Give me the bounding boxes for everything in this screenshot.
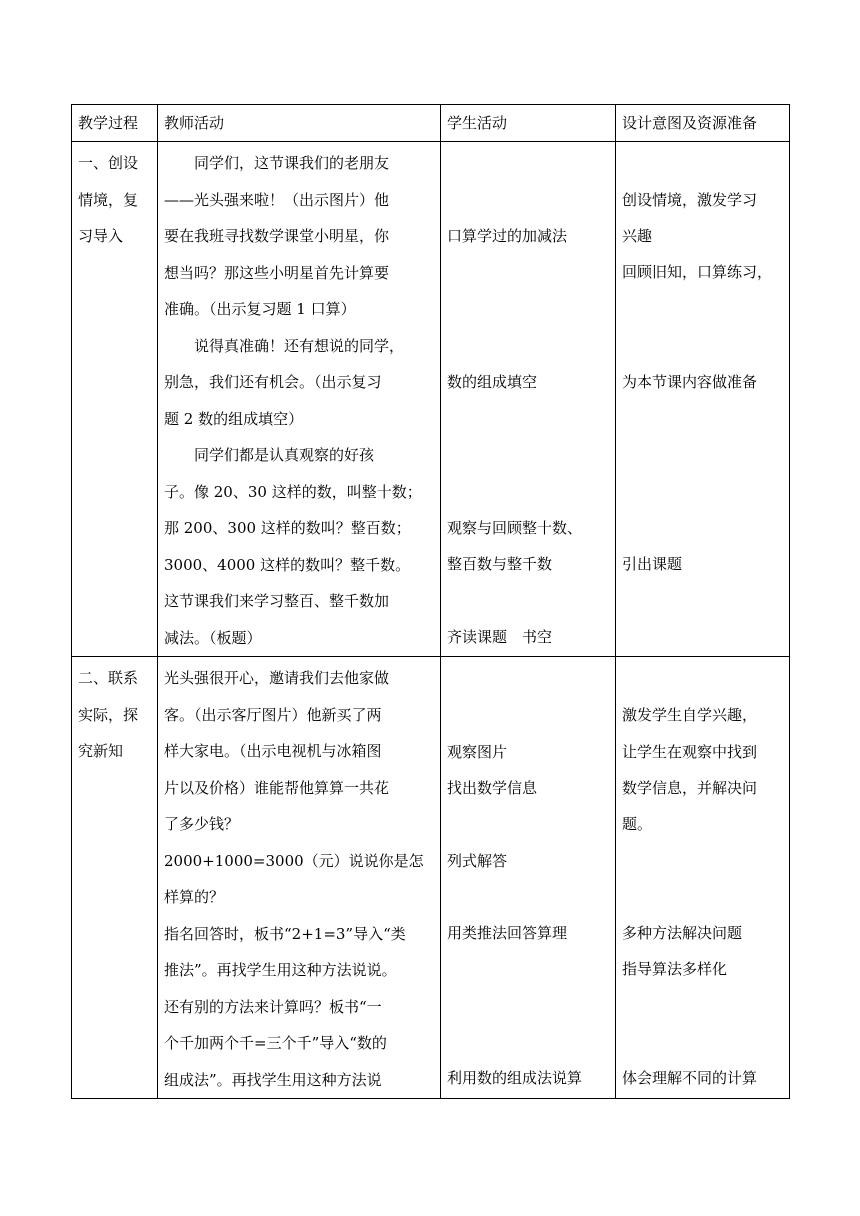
lesson-plan-page: [71, 104, 785, 1099]
teacher-line: 样大家电。（出示电视机与冰箱图: [164, 742, 382, 760]
student-line: 观察与回顾整十数、: [447, 519, 583, 537]
table-row-section1: [72, 142, 790, 657]
intent-line: 指导算法多样化: [622, 960, 728, 978]
teacher-line: 指名回答时，板书“2+1=3”导入“类: [164, 924, 406, 943]
teacher-line: 样算的？: [164, 888, 225, 906]
teacher-line: 这节课我们来学习整百、整千数加: [164, 592, 390, 610]
teacher-line: 组成法”。再找学生用这种方法说: [164, 1070, 382, 1089]
stage-cell: [72, 142, 158, 657]
header-cell: [72, 105, 158, 142]
teacher-line: 题 2 数的组成填空）: [164, 409, 304, 428]
student-line: 整百数与整千数: [447, 555, 553, 573]
teacher-line: 同学们都是认真观察的好孩: [194, 446, 375, 464]
intent-line: 为本节课内容做准备: [622, 373, 758, 391]
stage-line: 习导入: [78, 227, 124, 245]
student-line: 口算学过的加减法: [447, 227, 568, 245]
teacher-line: 要在我班寻找数学课堂小明星，你: [164, 227, 390, 245]
intent-cell: [616, 142, 790, 657]
student-line: 观察图片: [447, 743, 508, 761]
teacher-line: 减法。（板题）: [164, 628, 262, 647]
table-header-row: [72, 105, 790, 142]
lesson-plan-table: [71, 104, 790, 1099]
header-cell: [616, 105, 790, 142]
teacher-line: 推法”。再找学生用这种方法说说。: [164, 961, 397, 979]
stage-line: 二、联系: [78, 669, 139, 687]
teacher-line: 2000+1000=3000（元）说说你是怎: [164, 851, 424, 870]
stage-line: 一、创设: [78, 154, 139, 172]
student-line: 齐读课题 书空: [447, 628, 553, 646]
intent-cell: [616, 657, 790, 1099]
header-teacher: 教师活动: [164, 114, 225, 132]
intent-line: 让学生在观察中找到: [622, 743, 758, 761]
intent-line: 体会理解不同的计算: [622, 1069, 758, 1087]
intent-line: 创设情境，激发学习: [622, 191, 758, 209]
header-student: 学生活动: [447, 114, 508, 132]
table-row-section2: [72, 657, 790, 1099]
header-cell: [441, 105, 616, 142]
teacher-line: ——光头强来啦！（出示图片）他: [164, 190, 390, 209]
intent-line: 数学信息，并解决问: [622, 779, 758, 797]
stage-line: 情境，复: [78, 190, 139, 209]
teacher-line: 还有别的方法来计算吗？板书“一: [164, 997, 382, 1016]
stage-line: 究新知: [78, 742, 124, 760]
intent-line: 回顾旧知，口算练习，: [622, 263, 773, 281]
student-line: 找出数学信息: [447, 779, 538, 797]
header-intent: 设计意图及资源准备: [622, 114, 758, 132]
student-line: 用类推法回答算理: [447, 924, 568, 942]
teacher-line: 说得真准确！还有想说的同学，: [194, 336, 405, 355]
teacher-line: 同学们，这节课我们的老朋友: [194, 154, 390, 172]
intent-line: 兴趣: [622, 227, 653, 245]
teacher-line: 了多少钱？: [164, 815, 240, 833]
student-cell: [441, 657, 616, 1099]
student-line: 列式解答: [447, 852, 508, 870]
intent-line: 激发学生自学兴趣，: [622, 706, 758, 724]
student-line: 利用数的组成法说算: [447, 1069, 583, 1087]
teacher-line: 准确。（出示复习题 1 口算）: [164, 300, 356, 318]
intent-line: 多种方法解决问题: [622, 924, 743, 942]
stage-cell: [72, 657, 158, 1099]
student-cell: [441, 142, 616, 657]
student-line: 数的组成填空: [447, 373, 538, 391]
teacher-line: 子。像 20、30 这样的数，叫整十数；: [164, 482, 422, 501]
intent-line: 引出课题: [622, 555, 683, 573]
teacher-line: 个千加两个千=三个千”导入“数的: [164, 1034, 387, 1052]
teacher-line: 客。（出示客厅图片）他新买了两: [164, 705, 382, 724]
teacher-cell: [158, 657, 441, 1099]
teacher-cell: [158, 142, 441, 657]
stage-line: 实际，探: [78, 705, 139, 724]
header-stage: 教学过程: [78, 114, 139, 132]
teacher-line: 3000、4000 这样的数叫？整千数。: [164, 555, 411, 574]
teacher-line: 光头强很开心，邀请我们去他家做: [164, 669, 390, 687]
teacher-line: 想当吗？那这些小明星首先计算要: [164, 263, 390, 282]
header-cell: [158, 105, 441, 142]
intent-line: 题。: [622, 815, 653, 833]
teacher-line: 别急，我们还有机会。（出示复习: [164, 373, 382, 391]
teacher-line: 片以及价格）谁能帮他算算一共花: [164, 778, 390, 797]
teacher-line: 那 200、300 这样的数叫？整百数；: [164, 519, 411, 537]
